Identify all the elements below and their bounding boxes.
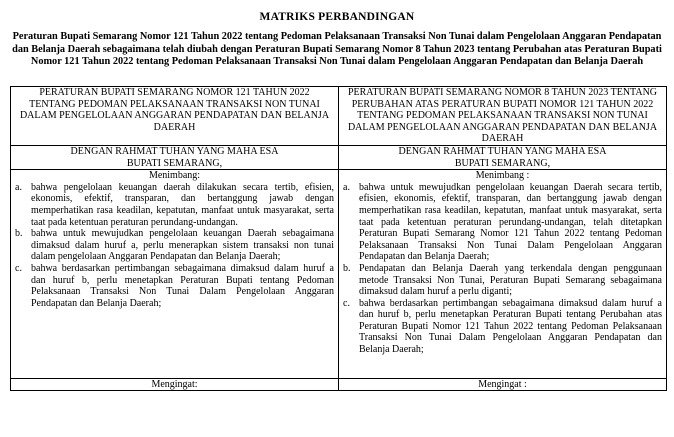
right-considerations-list xyxy=(343,182,662,356)
comparison-table xyxy=(10,86,667,391)
item-marker: c. xyxy=(343,297,350,309)
right-menimbang-cell xyxy=(339,170,667,379)
item-text: bahwa pengelolaan keuangan daerah dilakukan secara tertib, efisien, ekonomis, efektif, transparan, dan bertanggung jawab dengan memperhatikan rasa keadilan, kepatutan, manfaat untuk masyarakat, serta taat pada ketentuan peraturan perundang-undangan. xyxy=(31,181,334,228)
header-row xyxy=(11,87,667,146)
left-bupati: BUPATI SEMARANG, xyxy=(126,157,223,169)
mengingat-row xyxy=(11,378,667,391)
list-item xyxy=(343,298,662,356)
list-item xyxy=(15,228,334,263)
right-bupati: BUPATI SEMARANG, xyxy=(454,157,551,169)
item-marker: c. xyxy=(15,262,22,274)
left-menimbang-cell xyxy=(11,170,339,379)
left-header: PERATURAN BUPATI SEMARANG NOMOR 121 TAHUN 2022 TENTANG PEDOMAN PELAKSANAAN TRANSAKSI NON TUNAI DALAM PENGELOLAAN ANGGARAN PENDAPATAN DAN BELANJA DAERAH xyxy=(11,87,339,146)
left-menimbang-label: Menimbang: xyxy=(148,170,201,182)
item-text: bahwa untuk mewujudkan pengelolaan keuangan Daerah secara tertib, efisien, ekonomis, efektif, transparan, dan bertanggung jawab dengan memperhatikan rasa keadilan, kepatutan, manfaat untuk masyarakat, serta taat pada ketentuan peraturan perundang-undangan, telah ditetapkan Peraturan Bupati Semarang Nomor 121 Tahun 2022 tentang Pedoman Pelaksanaan Transaksi Non Tunai Dalam Pengelolaan Anggaran Pendapatan dan Belanja Daerah; xyxy=(359,181,662,263)
item-marker: a. xyxy=(343,181,350,193)
item-text: bahwa untuk mewujudkan pengelolaan keuangan Daerah sebagaimana dimaksud dalam huruf a, perlu menerapkan sistem transaksi non tunai dalam pengelolaan Anggaran Pendapatan dan Belanja Daerah; xyxy=(31,228,334,263)
right-rahmat-cell xyxy=(339,145,667,169)
document-subtitle: Peraturan Bupati Semarang Nomor 121 Tahun 2022 tentang Pedoman Pelaksanaan Transaksi Non Tunai dalam Pengelolaan Anggaran Pendapatan dan Belanja Daerah sebagaimana telah diubah dengan Peraturan Bupati Semarang Nomor 8 Tahun 2023 tentang Perubahan atas Peraturan Bupati Nomor 121 Tahun 2022 tentang Pedoman Pelaksanaan Transaksi Non Tunai dalam Pengelolaan Anggaran Pendapatan dan Belanja Daerah xyxy=(12,31,662,68)
document-title: MATRIKS PERBANDINGAN xyxy=(259,11,415,23)
rahmat-row xyxy=(11,145,667,169)
item-text: Pendapatan dan Belanja Daerah yang terkendala dengan penggunaan metode Transaksi Non Tunai, Peraturan Bupati Semarang sebagaimana dimaksud dalam huruf a perlu diganti; xyxy=(359,262,662,298)
item-text: bahwa berdasarkan pertimbangan sebagaimana dimaksud dalam huruf a dan huruf b, perlu menetapkan Peraturan Bupati tentang Pedoman Pelaksanaan Transaksi Non Tunai Dalam Pengelolaan Anggaran Pendapatan dan Belanja Daerah; xyxy=(31,262,334,309)
item-text: bahwa berdasarkan pertimbangan sebagaimana dimaksud dalam huruf a dan huruf b, perlu menetapkan Peraturan Bupati tentang Perubahan atas Peraturan Bupati Nomor 121 Tahun 2022 tentang Pedoman Pelaksanaan Transaksi Non Tunai Dalam Pengelolaan Anggaran Pendapatan dan Belanja Daerah; xyxy=(359,297,662,356)
left-rahmat: DENGAN RAHMAT TUHAN YANG MAHA ESA xyxy=(70,145,279,157)
right-menimbang-label: Menimbang : xyxy=(475,170,530,182)
left-rahmat-cell xyxy=(11,145,339,169)
list-item xyxy=(343,263,662,298)
right-mengingat: Mengingat : xyxy=(339,378,667,391)
item-marker: a. xyxy=(15,181,22,193)
left-mengingat: Mengingat: xyxy=(11,378,339,391)
item-marker: b. xyxy=(15,228,23,240)
item-marker: b. xyxy=(343,262,351,274)
right-header: PERATURAN BUPATI SEMARANG NOMOR 8 TAHUN 2023 TENTANG PERUBAHAN ATAS PERATURAN BUPATI NOMOR 121 TAHUN 2022 TENTANG PEDOMAN PELAKSANAAN TRANSAKSI NON TUNAI DALAM PENGELOLAAN ANGGARAN PENDAPATAN DAN BELANJA DAERAH xyxy=(339,87,667,146)
list-item xyxy=(15,182,334,228)
list-item xyxy=(343,182,662,263)
menimbang-row xyxy=(11,170,667,379)
right-rahmat: DENGAN RAHMAT TUHAN YANG MAHA ESA xyxy=(398,145,607,157)
list-item xyxy=(15,263,334,309)
left-considerations-list xyxy=(15,182,334,310)
